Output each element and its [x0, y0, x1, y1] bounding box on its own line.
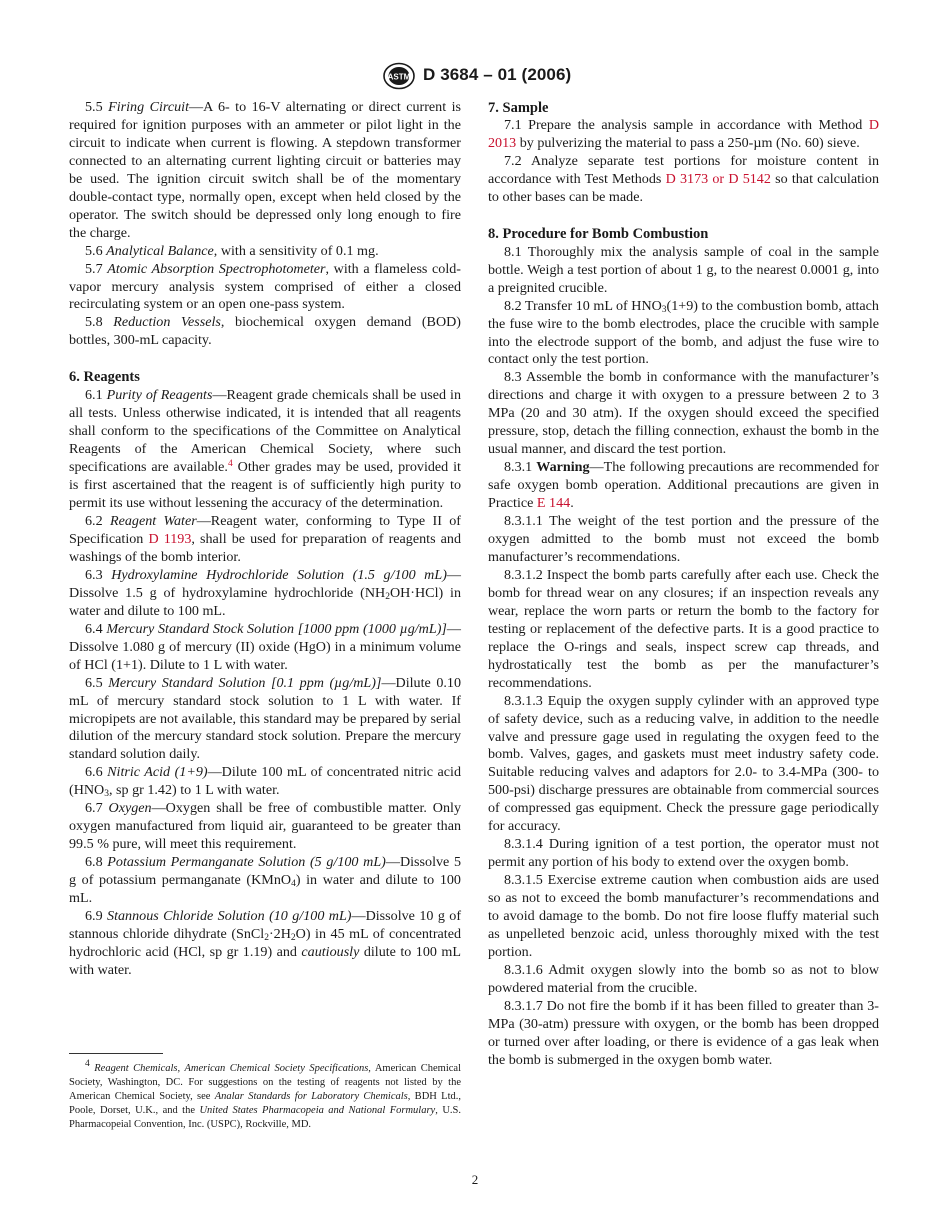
section-8-3-1-7: 8.3.1.7 Do not fire the bomb if it has been filled to greater than 3-MPa (30-atm) pressure with oxygen, or the bomb has been dropped or turned over after loading, or there is evidence of a gas leak when the bomb is submerged in the oxygen bomb water. — [488, 997, 879, 1068]
ref-d3173[interactable]: D 3173 — [665, 170, 709, 187]
section-6-9: 6.9 Stannous Chloride Solution (10 g/100 mL)—Dissolve 10 g of stannous chloride dihydrate $(SnCl_2\cdot 2H_2O)$ in 45 mL of concentrated hydrochloric acid (HCl, sp gr 1.19) and cautiously dilute to 100 mL with water. — [69, 907, 462, 978]
heading-reagents: 6. Reagents — [69, 369, 140, 386]
document-id: D 3684 – 01 (2006) — [423, 65, 572, 84]
footnote: $^4$ Reagent Chemicals, American Chemical Society Specifications, American Chemical Society, Washington, DC. For suggestions on the testing of reagents not listed by the American Chemical Society, see Analar Standards for Laboratory Chemicals, BDH Ltd., Poole, Dorset, U.K., and the United States Pharmacopeia and National Formulary, U.S. Pharmacopeial Convention, Inc. (USPC), Rockville, MD. — [69, 1059, 461, 1131]
section-8-1: 8.1 Thoroughly mix the analysis sample of coal in the sample bottle. Weigh a test portion of about 1 g, to the nearest 0.0001 g, into a preignited crucible. — [488, 243, 879, 296]
section-8-3-1-6: 8.3.1.6 Admit oxygen slowly into the bomb so as not to blow powdered material from the crucible. — [488, 961, 879, 996]
footnote-divider — [69, 1053, 163, 1054]
section-6-8: 6.8 Potassium Permanganate Solution (5 g/100 mL)—Dissolve 5 g of potassium permanganate (KMnO$_4$) in water and dilute to 100 mL. — [69, 854, 461, 907]
page-number: 2 — [471, 1172, 479, 1187]
section-8-3-1-2: 8.3.1.2 Inspect the bomb parts carefully after each use. Check the bomb for thread wear on any closures; if an inspection reveals any wear, replace the worn parts or return the bomb to the factory for testing or replacement of the defective parts. It is a good practice to replace the O-rings and seals, inspect screw cap threads, and hydrostatically test the bomb as per the manufacturer’s recommendations. — [488, 566, 879, 691]
section-7-2: 7.2 Analyze separate test portions for moisture content in accordance with Test Methods D 3173 or D 5142 so that calculation to other bases can be made. — [488, 152, 880, 205]
section-8-3-1: 8.3.1 Warning—The following precautions are recommended for safe oxygen bomb operation. Additional precautions are given in Practice E 144. — [488, 459, 880, 512]
section-6-6: 6.6 Nitric Acid (1+9)—Dilute 100 mL of concentrated nitric acid ($HNO_3$, sp gr 1.42) to 1 L with water. — [69, 764, 461, 800]
section-8-2: 8.2 Transfer 10 mL of $HNO_3(1+9)$ to the combustion bomb, attach the fuse wire to the bomb electrodes, place the crucible with sample into the electrode support of the bomb, and adjust the fuse wire to contact only the test portion. — [488, 297, 879, 368]
footnote-ref[interactable]: 4 — [227, 459, 233, 470]
page-header — [0, 62, 950, 90]
section-6-5: 6.5 Mercury Standard Solution [0.1 ppm (µg/mL)]—Dilute 0.10 mL of mercury standard stock solution to 1 L with water. If micropipets are not available, this standard may be prepared by serial dilution of the mercury standard stock solution. Prepare the mercury standard solution daily. — [69, 674, 461, 763]
section-8-3-1-1: 8.3.1.1 The weight of the test portion and the pressure of the oxygen admitted to the bomb must not exceed the bomb manufacturer’s recommendations. — [488, 513, 879, 565]
section-5-6: 5.6 Analytical Balance, with a sensitivity of 0.1 mg. — [85, 242, 379, 259]
section-8-3: 8.3 Assemble the bomb in conformance with the manufacturer’s directions and charge it with oxygen to a pressure between 2 to 3 MPa (20 and 30 atm). If the oxygen should exceed the specified pressure, stop, detach the filling connection, exhaust the bomb in the usual manner, and discard the test portion. — [488, 369, 879, 458]
heading-sample: 7. Sample — [488, 100, 549, 116]
ref-e144[interactable]: E 144 — [536, 495, 571, 512]
section-6-4: 6.4 Mercury Standard Stock Solution [1000 ppm (1000 µg/mL)]—Dissolve 1.080 g of mercury (II) oxide (HgO) in a minimum volume of HCl (1+1). Dilute to 1 L with water. — [69, 620, 461, 673]
section-5-8: 5.8 Reduction Vessels, biochemical oxygen demand (BOD) bottles, 300-mL capacity. — [69, 314, 461, 349]
section-5-7: 5.7 Atomic Absorption Spectrophotometer, with a flameless cold-vapor mercury analysis system comprised of either a closed recirculating system or an open one-pass system. — [69, 260, 461, 313]
ref-d5142[interactable]: D 5142 — [728, 170, 771, 187]
section-6-7: 6.7 Oxygen—Oxygen shall be free of combustible matter. Only oxygen manufactured from liquid air, guaranteed to be greater than 99.5 % pure, will meet this requirement. — [69, 800, 461, 853]
section-5-5: 5.5 Firing Circuit—A 6- to 16-V alternating or direct current is required for ignition purposes with an ammeter or pilot light in the circuit to indicate when current is flowing. A stepdown transformer connected to an alternating current lighting circuit or batteries may be used. The ignition circuit switch shall be of the momentary double-contact type, normally open, except when held closed by the operator. The switch should be depressed only long enough to fire the charge. — [69, 99, 461, 241]
section-8-3-1-4: 8.3.1.4 During ignition of a test portion, the operator must not permit any portion of his body to extend over the oxygen bomb. — [488, 836, 879, 871]
section-7-1: 7.1 Prepare the analysis sample in accordance with Method D 2013 by pulverizing the material to pass a 250-µm (No. 60) sieve. — [488, 117, 879, 151]
section-6-2: 6.2 Reagent Water—Reagent water, conforming to Type II of Specification D 1193, shall be used for preparation of reagents and washings of the bomb interior. — [69, 513, 461, 565]
logo-text: ASTM — [387, 72, 411, 82]
heading-procedure: 8. Procedure for Bomb Combustion — [488, 225, 709, 242]
astm-logo — [382, 62, 416, 90]
section-8-3-1-3: 8.3.1.3 Equip the oxygen supply cylinder with an approved type of safety device, such as a reducing valve, in addition to the needle valve and pressure gage used in regulating the oxygen feed to the bomb. Valves, gages, and gaskets must meet industry safety code. Suitable reducing valves and adaptors for 2.0- to 3.4-MPa (300- to 500-psi) discharge pressures are obtainable from commercial sources of compressed gas equipment. Check the pressure gage periodically for accuracy. — [488, 692, 879, 835]
section-6-1: 6.1 Purity of Reagents—Reagent grade chemicals shall be used in all tests. Unless otherwise indicated, it is intended that all reagents shall conform to the specifications of the Committee on Analytical Reagents of the American Chemical Society, where such specifications are available.$^4$ Other grades may be used, provided it is first ascertained that the reagent is of sufficiently high purity to permit its use without lessening the accuracy of the determination. — [69, 387, 461, 512]
right-column — [488, 99, 879, 1070]
section-6-3: 6.3 Hydroxylamine Hydrochloride Solution (1.5 g/100 mL)—Dissolve 1.5 g of hydroxylamine hydrochloride $(NH_2OH\cdot HCl)$ in water and dilute to 100 mL. — [69, 566, 461, 619]
section-8-3-1-5: 8.3.1.5 Exercise extreme caution when combustion aids are used so as not to exceed the bomb manufacturer’s recommendations and to avoid damage to the bomb. Do not fire loose fluffy material such as unpelleted benzoic acid, unless thoroughly mixed with the test portion. — [488, 872, 879, 960]
ref-d1193[interactable]: D 1193 — [148, 530, 192, 547]
left-column — [69, 99, 461, 980]
ref-d2013[interactable]: D 2013 — [488, 117, 879, 151]
